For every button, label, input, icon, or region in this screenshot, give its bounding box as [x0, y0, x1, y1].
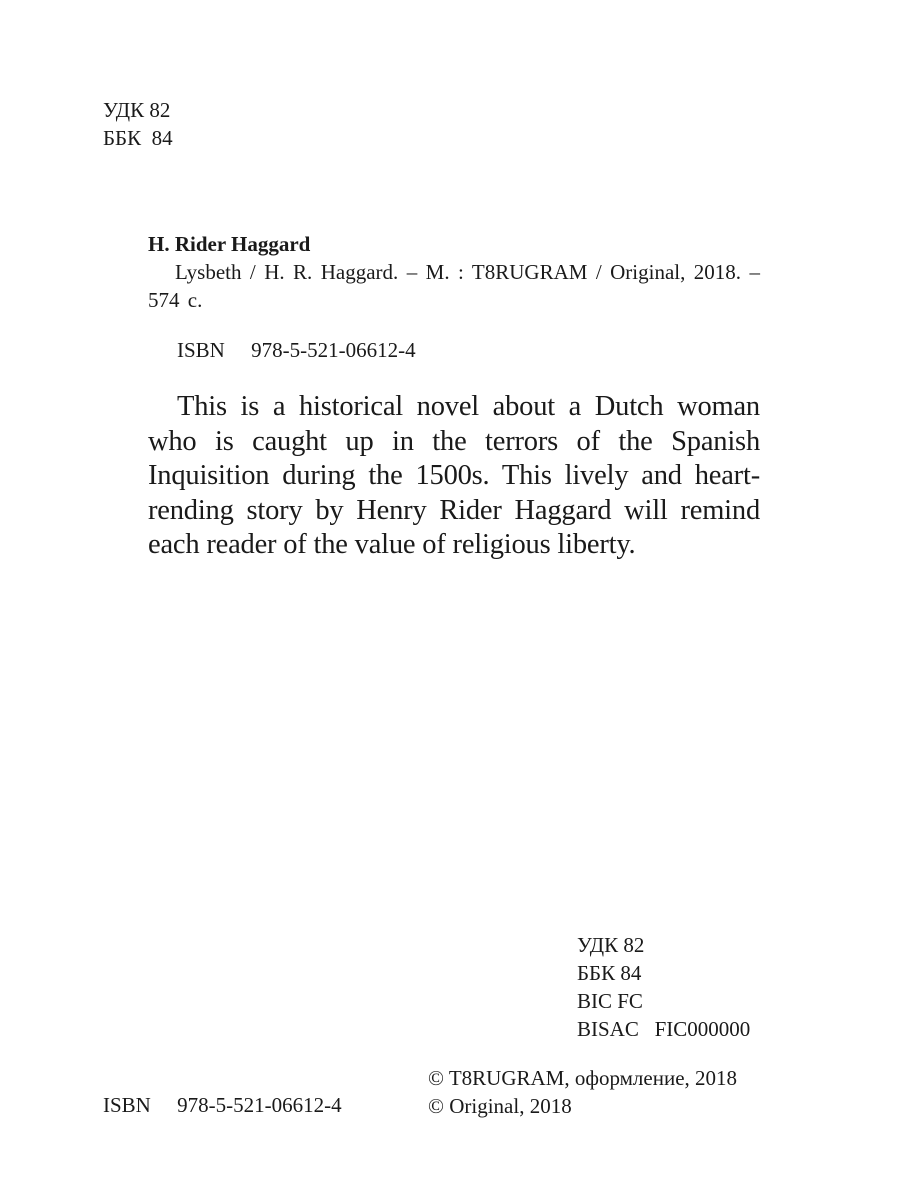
udk-code: УДК 82 [577, 933, 645, 957]
isbn-value: 978-5-521-06612-4 [251, 338, 416, 362]
udk-code: УДК 82 [103, 98, 171, 122]
bisac-code: BISAC FIC000000 [577, 1017, 751, 1041]
isbn-label: ISBN [177, 338, 225, 362]
copyright-line-original: © Original, 2018 [428, 1094, 572, 1118]
bibliographic-description: Lysbeth / H. R. Haggard. – M. : T8RUGRAM / Original, 2018. – 574 с. [148, 260, 760, 312]
bbk-code: ББК 84 [577, 961, 642, 985]
bbk-code: ББК 84 [103, 126, 173, 150]
isbn-line [148, 336, 760, 364]
author-name: H. Rider Haggard [148, 232, 311, 256]
classification-codes-top [103, 96, 173, 152]
copyright-notice [428, 1064, 737, 1120]
isbn-bottom [103, 1091, 342, 1119]
classification-codes-bottom [577, 931, 750, 1043]
bibliographic-record [148, 230, 760, 364]
book-annotation: This is a historical novel about a Dutch woman who is caught up in the terrors of the Spanish Inquisition during the 1500s. This lively and heart-rending story by Henry Rider Haggard will remind each reader of the value of religious liberty. [148, 391, 760, 560]
isbn-value: 978-5-521-06612-4 [177, 1093, 342, 1117]
isbn-label: ISBN [103, 1093, 151, 1117]
bic-code: BIC FC [577, 989, 643, 1013]
copyright-line-design: © T8RUGRAM, оформление, 2018 [428, 1066, 738, 1090]
